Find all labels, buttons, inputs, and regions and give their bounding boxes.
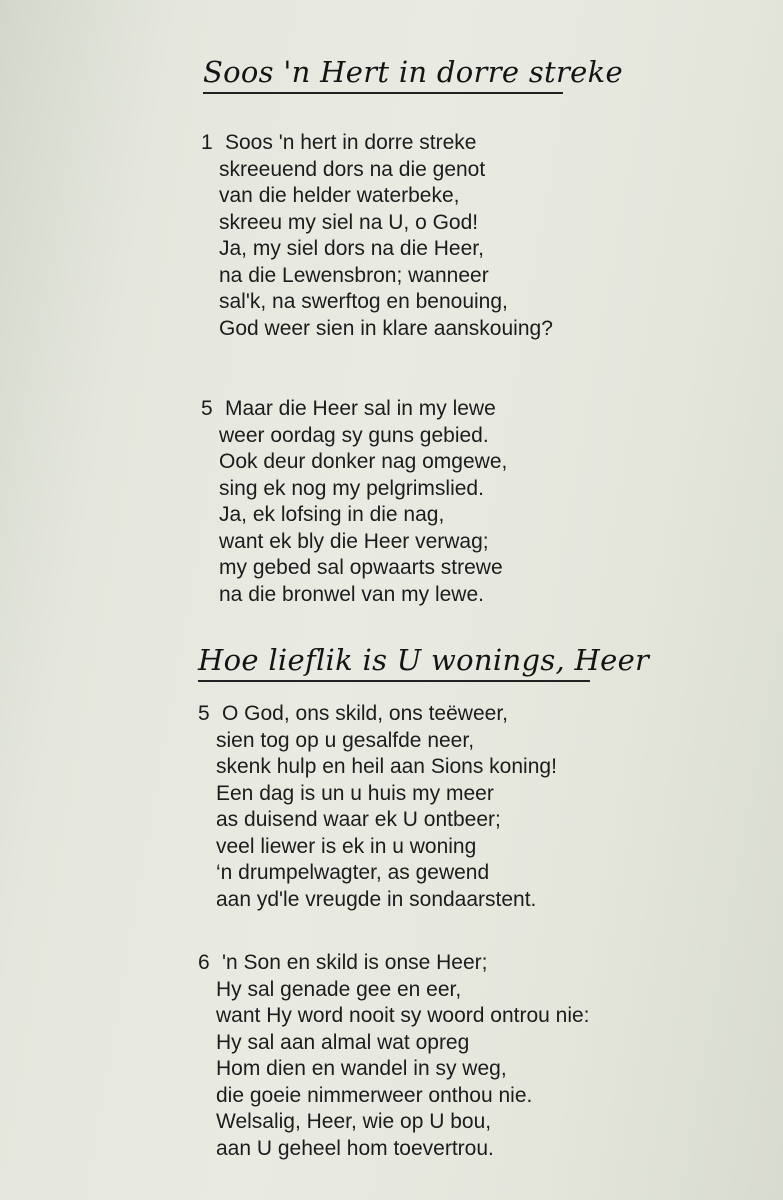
stanza-number: 5 bbox=[201, 397, 213, 420]
stanza-line: skreeuend dors na die genot bbox=[219, 157, 486, 181]
line-text: Soos 'n hert in dorre streke bbox=[225, 131, 477, 154]
stanza-line: aan U geheel hom toevertrou. bbox=[216, 1136, 494, 1160]
stanza bbox=[201, 396, 507, 608]
line-text: O God, ons skild, ons teëweer, bbox=[222, 702, 508, 725]
stanza-line: die goeie nimmerweer onthou nie. bbox=[216, 1083, 533, 1107]
stanza-line: sing ek nog my pelgrimslied. bbox=[219, 476, 484, 500]
stanza bbox=[198, 950, 590, 1162]
stanza-line: na die bronwel van my lewe. bbox=[219, 582, 484, 606]
stanza-line: Ook deur donker nag omgewe, bbox=[219, 450, 508, 473]
stanza-line: Een dag is un u huis my meer bbox=[216, 781, 494, 805]
stanza-line: van die helder waterbeke, bbox=[219, 184, 460, 207]
stanza-line: my gebed sal opwaarts strewe bbox=[219, 556, 503, 579]
stanza-line: sien tog op u gesalfde neer, bbox=[216, 728, 475, 752]
stanza-number: 1 bbox=[201, 131, 213, 154]
stanza-line: weer oordag sy guns gebied. bbox=[219, 423, 489, 447]
stanza-line bbox=[201, 396, 507, 423]
stanza-line: veel liewer is ek in u woning bbox=[216, 834, 477, 858]
hymn-title: Soos 'n Hert in dorre streke bbox=[203, 54, 563, 94]
line-text: 'n Son en skild is onse Heer; bbox=[222, 951, 488, 974]
stanza-line: God weer sien in klare aanskouing? bbox=[219, 316, 553, 340]
stanza bbox=[198, 701, 557, 913]
stanza-line: ‘n drumpelwagter, as gewend bbox=[216, 861, 490, 884]
hymn-title: Hoe lieflik is U wonings, Heer bbox=[198, 642, 590, 682]
stanza-line: Welsalig, Heer, wie op U bou, bbox=[216, 1110, 492, 1133]
stanza-line: Hy sal aan almal wat opreg bbox=[216, 1030, 470, 1054]
stanza-line: sal'k, na swerftog en benouing, bbox=[219, 290, 508, 313]
stanza-line bbox=[198, 701, 557, 728]
stanza-line: skenk hulp en heil aan Sions koning! bbox=[216, 755, 557, 778]
stanza-line: Ja, ek lofsing in die nag, bbox=[219, 503, 445, 526]
stanza-line: want Hy word nooit sy woord ontrou nie: bbox=[216, 1004, 590, 1027]
stanza-line bbox=[201, 130, 553, 157]
stanza-number: 5 bbox=[198, 702, 210, 725]
stanza-line: aan yd'le vreugde in sondaarstent. bbox=[216, 887, 537, 911]
stanza-line bbox=[198, 950, 590, 977]
stanza-number: 6 bbox=[198, 951, 210, 974]
stanza-line: want ek bly die Heer verwag; bbox=[219, 529, 489, 553]
stanza-line: as duisend waar ek U ontbeer; bbox=[216, 808, 501, 831]
stanza-line: na die Lewensbron; wanneer bbox=[219, 263, 489, 287]
stanza-line: Hy sal genade gee en eer, bbox=[216, 977, 462, 1001]
stanza-line: skreeu my siel na U, o God! bbox=[219, 210, 479, 234]
line-text: Maar die Heer sal in my lewe bbox=[225, 397, 496, 420]
stanza bbox=[201, 130, 553, 342]
stanza-line: Ja, my siel dors na die Heer, bbox=[219, 237, 484, 260]
stanza-line: Hom dien en wandel in sy weg, bbox=[216, 1057, 507, 1080]
